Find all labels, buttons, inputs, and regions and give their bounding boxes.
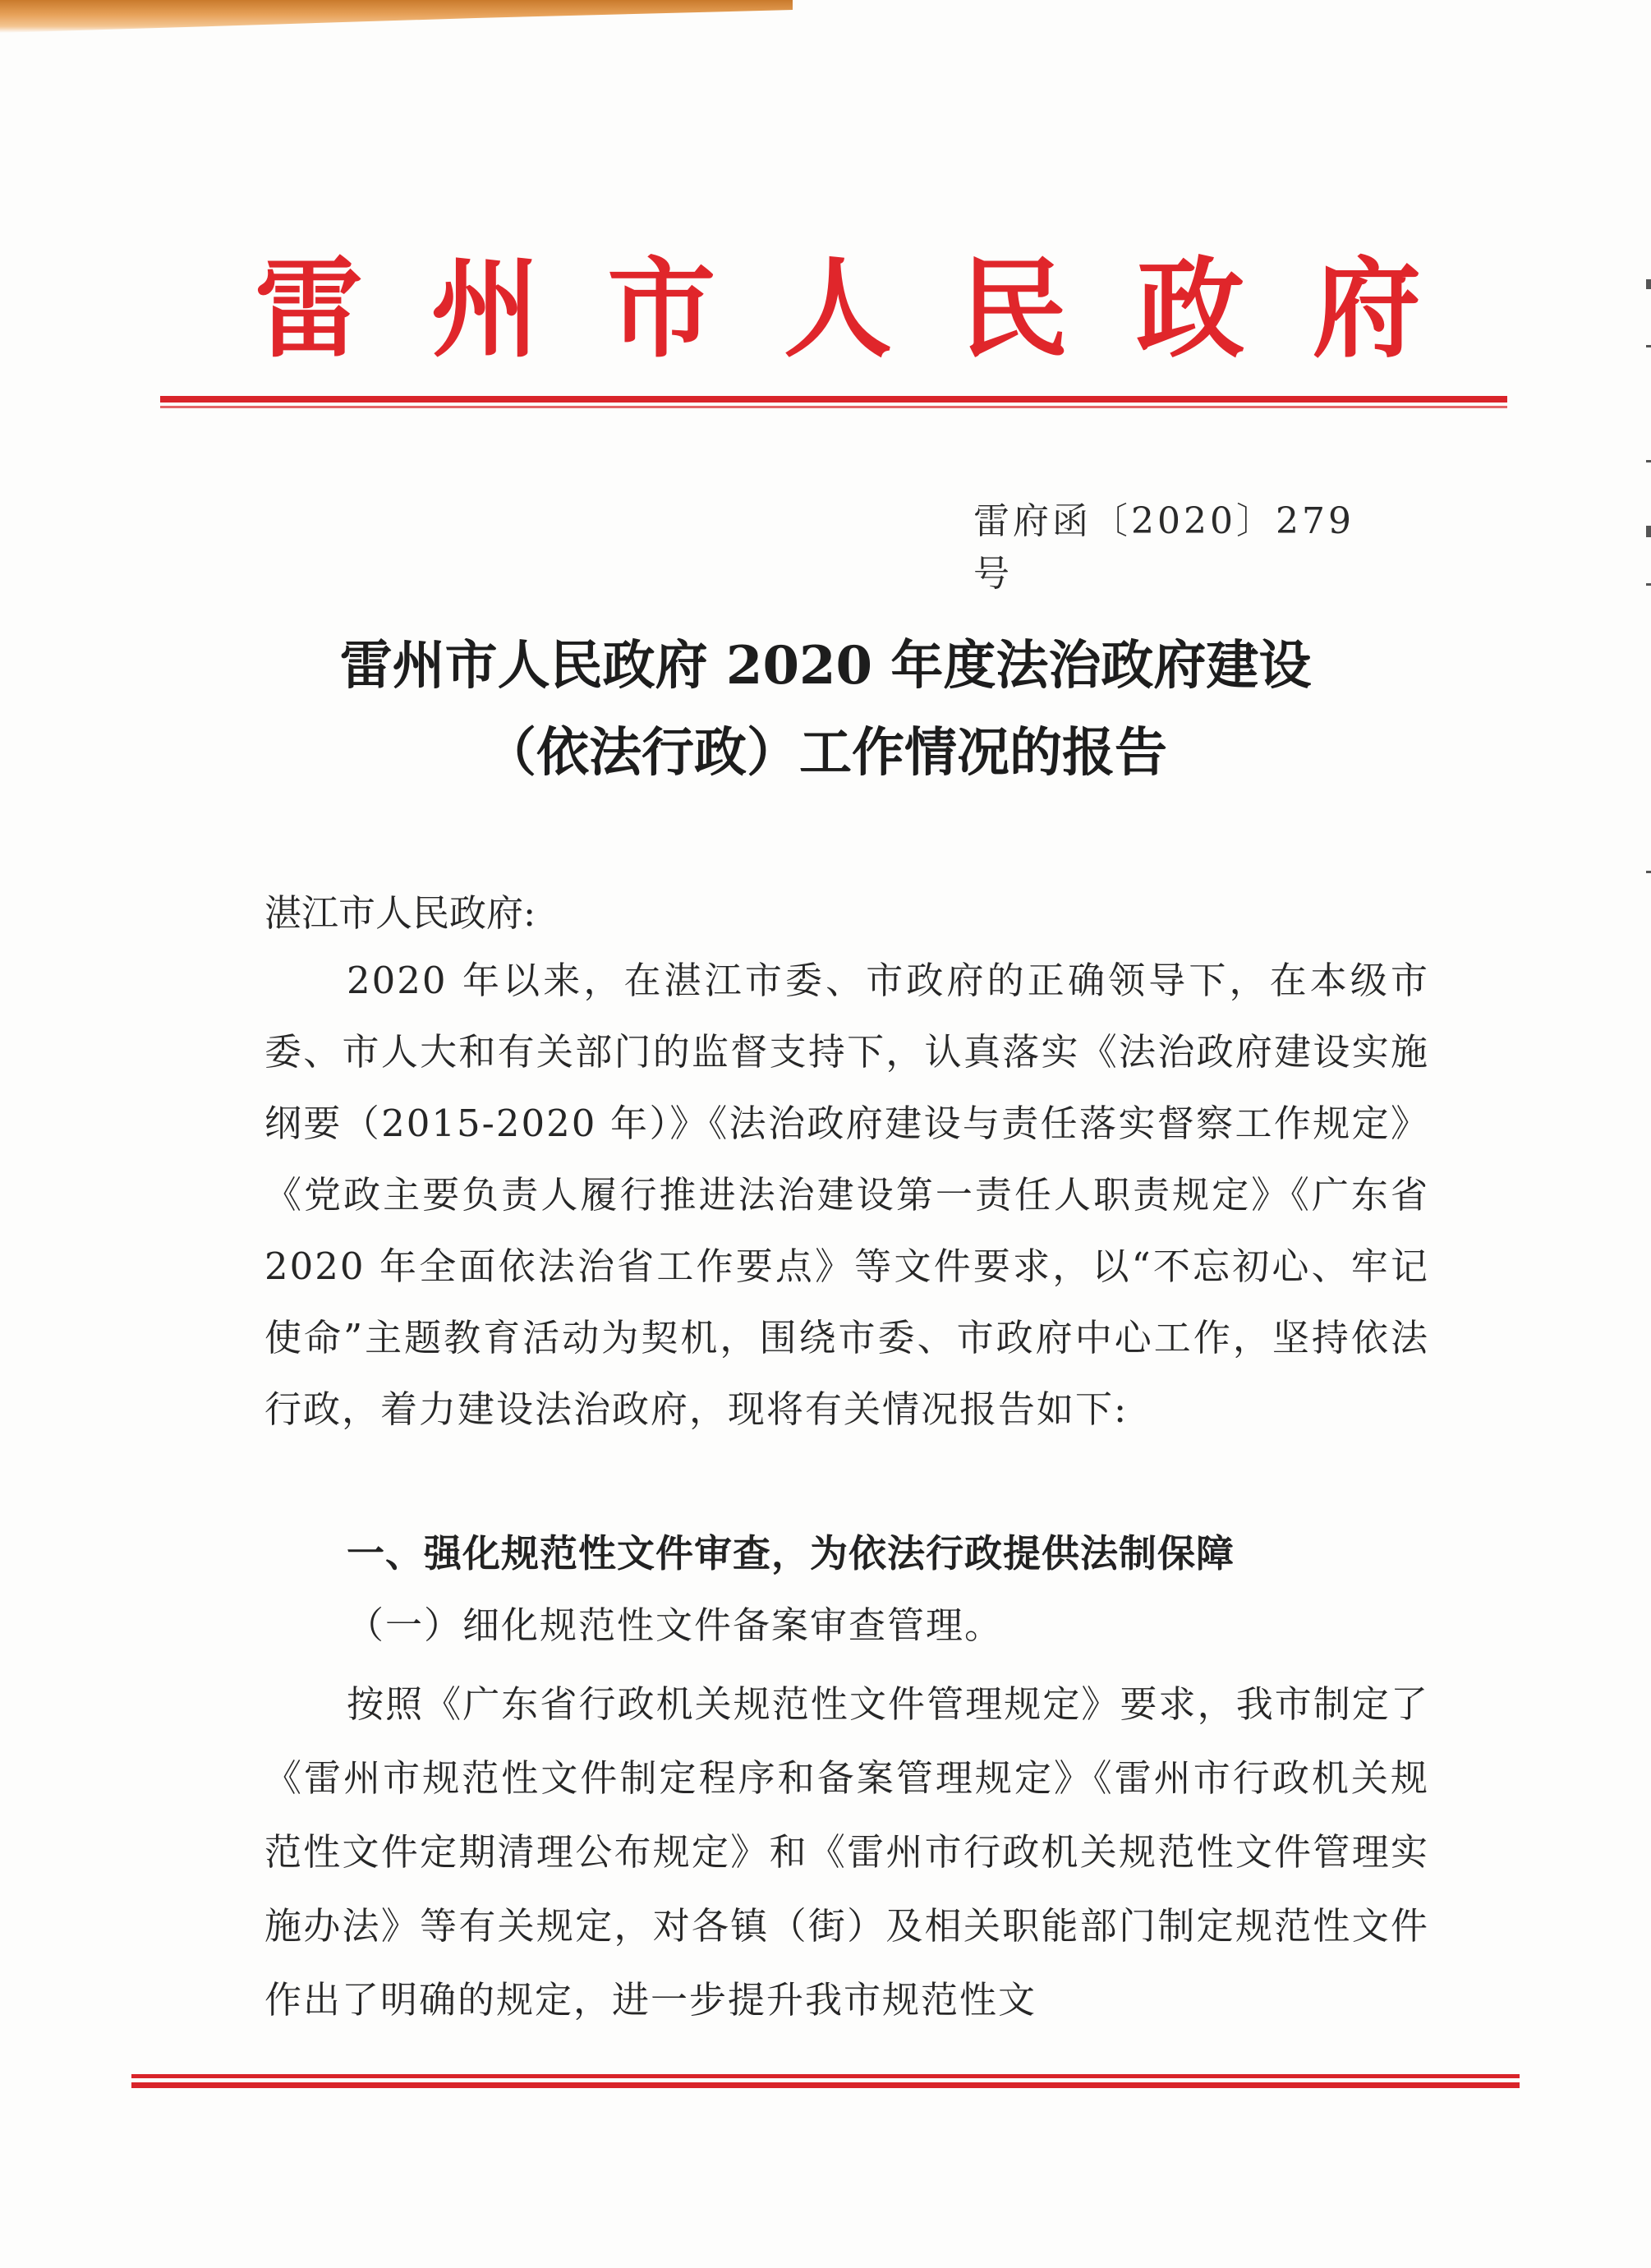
edge-mark — [1646, 460, 1651, 462]
scan-artifact — [0, 0, 793, 33]
letterhead-char: 市 — [607, 246, 716, 373]
report-title-line2: （依法行政）工作情况的报告 — [484, 722, 1167, 784]
salutation: 湛江市人民政府: — [264, 891, 536, 935]
body-paragraph: 按照《广东省行政机关规范性文件管理规定》要求，我市制定了《雷州市规范性文件制定程序和备案管理规定》《雷州市行政机关规范性文件定期清理公布规定》和《雷州市行政机关规范性文件管理实施办法》等有关规定，对各镇（街）及相关职能部门制定规范性文件作出了明确的规定，进一步提升我市规范性文 — [264, 1682, 1429, 2022]
edge-mark — [1646, 526, 1651, 537]
report-title-line1: 雷州市人民政府 2020 年度法治政府建设 — [339, 635, 1312, 697]
letterhead-char: 政 — [1136, 246, 1245, 373]
letterhead-title — [255, 240, 1421, 380]
section-heading: 一、强化规范性文件审查，为依法行政提供法制保障 — [347, 1531, 1235, 1576]
body-paragraph: 2020 年以来，在湛江市委、市政府的正确领导下，在本级市委、市人大和有关部门的监督支持下，认真落实《法治政府建设实施纲要（2015-2020 年）》《法治政府建设与责任落实督察工作规定》《党政主要负责人履行推进法治建设第一责任人职责规定》《广东省 2020 年全面依法治省工作要点》等文件要求，以“不忘初心、牢记使命”主题教育活动为契机，围绕市委、市政府中心工作，坚持依法行政，着力建设法治政府，现将有关情况报告如下: — [264, 959, 1429, 1431]
letterhead-char: 州 — [430, 246, 540, 373]
subsection-heading: （一）细化规范性文件备案审查管理。 — [347, 1603, 1004, 1647]
letterhead-char: 雷 — [255, 246, 363, 373]
report-title — [246, 623, 1405, 797]
edge-mark — [1646, 583, 1651, 586]
document-number: 雷府函〔2020〕279 号 — [973, 500, 1354, 595]
edge-mark — [1646, 279, 1651, 289]
letterhead-char: 民 — [959, 246, 1069, 373]
letterhead-char: 人 — [783, 246, 892, 373]
edge-mark — [1646, 345, 1651, 347]
edge-mark — [1646, 871, 1651, 873]
letterhead-char: 府 — [1312, 246, 1421, 373]
